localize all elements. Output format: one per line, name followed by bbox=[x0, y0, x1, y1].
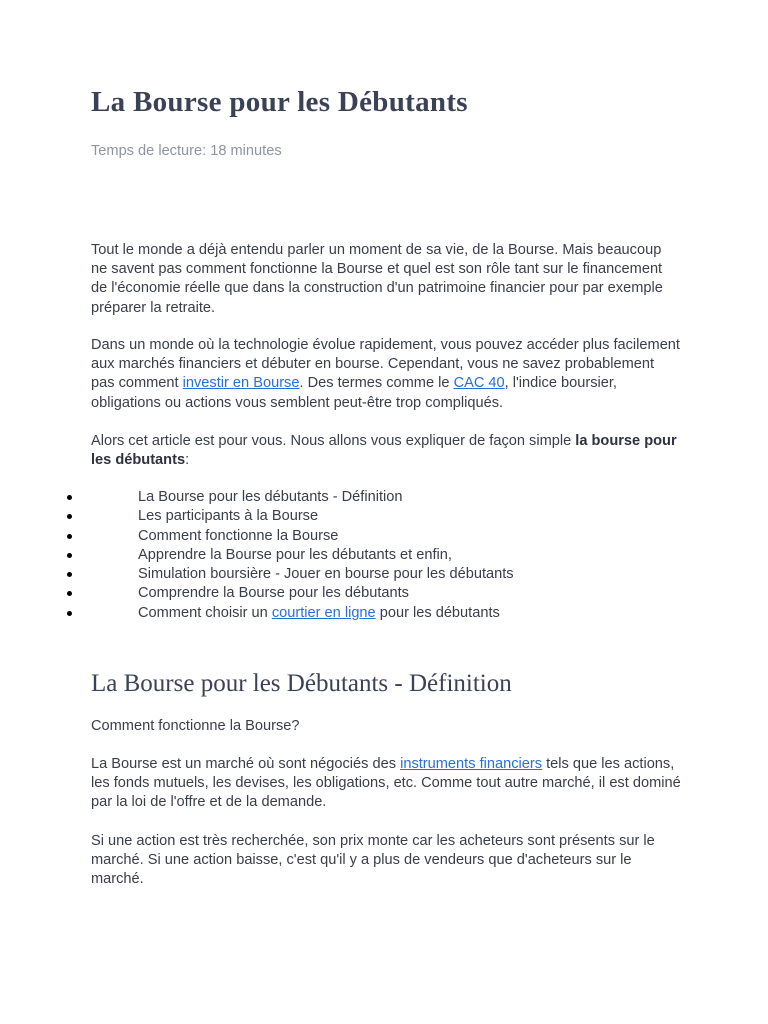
instruments-financiers-link[interactable]: instruments financiers bbox=[400, 756, 543, 772]
bullet-icon bbox=[67, 591, 72, 596]
toc-item bbox=[0, 507, 700, 526]
intro-paragraph-3 bbox=[91, 432, 681, 470]
cac40-link[interactable]: CAC 40 bbox=[453, 375, 505, 392]
toc-item bbox=[0, 565, 700, 584]
section-heading: La Bourse pour les Débutants - Définition bbox=[91, 670, 512, 697]
invest-bourse-link[interactable]: investir en Bourse bbox=[182, 375, 300, 392]
intro-p2-text-b: . Des termes comme le bbox=[299, 375, 454, 392]
toc-item-label: La Bourse pour les débutants - Définition bbox=[138, 489, 403, 505]
intro-p2-text-c: , l'indice boursier, obligations ou actions vous semblent peut-être trop compliqués. bbox=[91, 375, 617, 411]
toc-item-label: Apprendre la Bourse pour les débutants et enfin, bbox=[138, 546, 452, 563]
toc-last-text-before: Comment choisir un bbox=[138, 604, 272, 621]
bullet-icon bbox=[67, 534, 72, 539]
courtier-en-ligne-link[interactable]: courtier en ligne bbox=[271, 604, 376, 621]
toc-item bbox=[0, 584, 700, 603]
page-title: La Bourse pour les Débutants bbox=[91, 86, 468, 118]
bullet-icon bbox=[67, 514, 72, 519]
section-paragraph-1 bbox=[91, 755, 681, 813]
bullet-icon bbox=[67, 553, 72, 558]
reading-time: Temps de lecture: 18 minutes bbox=[91, 143, 282, 159]
intro-p3-bold: la bourse pour les débutants bbox=[91, 433, 677, 469]
toc-item bbox=[0, 527, 700, 546]
section-paragraph-2: Si une action est très recherchée, son prix monte car les acheteurs sont présents sur le marché. Si une action baisse, c'est qu'il y a plus de vendeurs que d'acheteurs sur le marché. bbox=[91, 833, 655, 888]
toc-last-text-after: pour les débutants bbox=[375, 604, 500, 621]
toc-item-label: Simulation boursière - Jouer en bourse pour les débutants bbox=[138, 566, 514, 583]
intro-p3-text-b: : bbox=[185, 452, 190, 469]
intro-paragraph-1: Tout le monde a déjà entendu parler un moment de sa vie, de la Bourse. Mais beaucoup ne savent pas comment fonctionne la Bourse et quel est son rôle tant sur le financement de l'économie réelle que dans la construction d'un patrimoine financier pour par exemple préparer la retraite. bbox=[91, 242, 663, 316]
bullet-icon bbox=[67, 495, 72, 500]
section-p1-text-a: La Bourse est un marché où sont négociés des bbox=[91, 756, 401, 772]
intro-p3-text-a: Alors cet article est pour vous. Nous allons vous expliquer de façon simple bbox=[91, 433, 576, 449]
intro-p2-text-a: Dans un monde où la technologie évolue rapidement, vous pouvez accéder plus facilement aux marchés financiers et débuter en bourse. Cependant, vous ne savez probablement pas comment bbox=[91, 337, 680, 392]
toc-item-label: Comment fonctionne la Bourse bbox=[138, 527, 339, 544]
section-question: Comment fonctionne la Bourse? bbox=[91, 718, 300, 734]
intro-paragraph-2 bbox=[91, 336, 681, 413]
toc-item-label: Comprendre la Bourse pour les débutants bbox=[138, 585, 409, 602]
toc-item bbox=[0, 488, 700, 507]
bullet-icon bbox=[67, 611, 72, 616]
table-of-contents bbox=[0, 488, 700, 623]
bullet-icon bbox=[67, 572, 72, 577]
toc-item bbox=[0, 604, 700, 623]
section-p1-text-b: tels que les actions, les fonds mutuels, les devises, les obligations, etc. Comme tout autre marché, il est dominé par la loi de l'offre et de la demande. bbox=[91, 756, 681, 811]
toc-item-label: Les participants à la Bourse bbox=[138, 508, 319, 525]
toc-item bbox=[0, 546, 700, 565]
